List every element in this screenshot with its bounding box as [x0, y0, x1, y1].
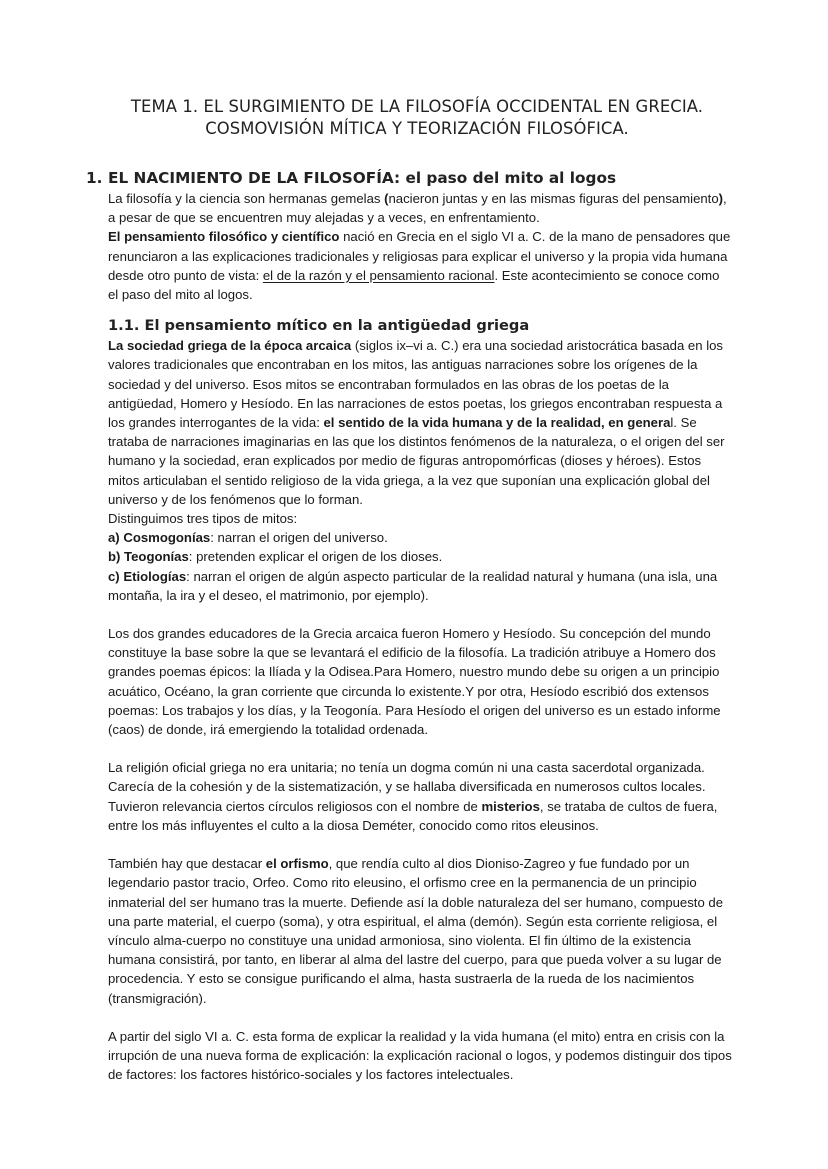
bold-run: misterios	[481, 798, 540, 814]
document-title	[102, 96, 732, 140]
myth-type-item	[108, 528, 732, 547]
paragraph-gap	[108, 835, 732, 854]
text-run: También hay que destacar	[108, 856, 266, 872]
text-run: , que rendía culto al dios Dioniso-Zagreo y fue fundado por un legendario pastor tracio, Orfeo. Como rito eleusino, el orfismo cree en la permanencia de un principio inmaterial del ser humano tras la muerte. Defiende así la doble naturaleza del ser humano, compuesto de una parte material, el cuerpo (soma), y otra espiritual, el alma (demón). Según esta corriente religiosa, el vínculo alma-cuerpo no constituye una unidad armoniosa, sino violenta. El fin último de la existencia humana consistirá, por tanto, en liberar al alma del lastre del cuerpo, para que pueda volver a su lugar de procedencia. Y esto se consigue purificando el alma, hasta sustraerla de la rueda de los nacimientos (transmigración).	[108, 856, 724, 1006]
subsection-paragraph-3	[108, 758, 732, 835]
paragraph-gap	[108, 1008, 732, 1027]
text-run: (siglos ix–vi a. C.) era una sociedad aristocrática basada en los valores tradicionales que encontraban en los mitos, las antiguas narraciones sobre los orígenes de la sociedad y del universo. Esos mitos se encontraban formulados en las obras de los poetas de la antigüedad, Homero y Hesíodo. En las narraciones de estos poetas, los griegos encontraban respuesta a los grandes interrogantes de la vida:	[108, 338, 723, 431]
myth-type-item	[108, 567, 732, 605]
bold-run: La sociedad griega de la época arcaica	[108, 338, 352, 354]
myth-type-text: : pretenden explicar el origen de los dioses.	[188, 549, 443, 565]
section-1-heading-text: EL NACIMIENTO DE LA FILOSOFÍA: el paso del mito al logos	[108, 169, 617, 187]
bold-run: )	[718, 191, 724, 206]
subsection-paragraph-5: A partir del siglo VI a. C. esta forma de explicar la realidad y la vida humana (el mito) entra en crisis con la irrupción de una nueva forma de explicación: la explicación racional o logos, y podemos distinguir dos tipos de factores: los factores histórico-sociales y los factores intelectuales.	[108, 1028, 732, 1083]
myth-type-label: a) Cosmogonías	[108, 530, 211, 546]
section-1-number: 1.	[86, 169, 103, 187]
myth-type-text: : narran el origen de algún aspecto particular de la realidad natural y humana (una isla, una montaña, la ira y el deseo, el matrimonio, por ejemplo).	[108, 568, 718, 603]
bold-run: (	[384, 191, 389, 206]
text-run: l. Se trataba de narraciones imaginarias en las que los distintos fenómenos de la naturaleza, o el origen del ser humano y la sociedad, eran explicados por medio de figuras antropomórficas (dioses y héroes). Estos mitos articulaban el sentido religioso de la vida griega, a la vez que suponían una explicación global del universo y de los fenómenos que lo forman.	[108, 415, 725, 507]
text-run: , a pesar de que se encuentren muy alejadas y a veces, en enfrentamiento.	[108, 191, 727, 226]
title-line-1: TEMA 1. EL SURGIMIENTO DE LA FILOSOFÍA OCCIDENTAL EN GRECIA.	[130, 97, 704, 116]
myth-type-text: : narran el origen del universo.	[210, 530, 388, 546]
text-run: , se trataba de cultos de fuera, entre los más influyentes el culto a la diosa Deméter, conocido como ritos eleusinos.	[108, 798, 718, 833]
text-run: . Este acontecimiento se conoce como el paso del mito al logos.	[108, 267, 720, 303]
bold-run: el orfismo	[265, 856, 329, 872]
section-1-paragraph-1	[108, 189, 732, 227]
bold-run: El pensamiento filosófico y científico	[108, 229, 340, 245]
subsection-paragraph-2: Los dos grandes educadores de la Grecia arcaica fueron Homero y Hesíodo. Su concepción del mundo constituye la base sobre la que se levantará el edificio de la filosofía. La tradición atribuye a Homero dos grandes poemas épicos: la Ilíada y la Odisea.Para Homero, nuestro mundo debe su origen a un principio acuático, Océano, la gran corriente que circunda lo existente.Y por otra, Hesíodo escribió dos extensos poemas: Los trabajos y los días, y la Teogonía. Para Hesíodo el origen del universo es un estado informe (caos) de donde, irá emergiendo la totalidad ordenada.	[108, 626, 721, 738]
myth-type-label: c) Etiologías	[108, 568, 187, 584]
bold-run: el sentido de la vida humana y de la realidad, en genera	[323, 415, 671, 431]
text-run: La religión oficial griega no era unitaria; no tenía un dogma común ni una casta sacerdotal organizada. Carecía de la cohesión y de la sistematización, y se hallaba diversificada en numerosos cultos locales. Tuvieron relevancia ciertos círculos religiosos con el nombre de	[108, 760, 706, 814]
paragraph-gap	[108, 605, 732, 624]
paragraph-gap	[108, 739, 732, 758]
text-run: La filosofía y la ciencia son hermanas gemelas	[108, 191, 385, 206]
myth-type-label: b) Teogonías	[108, 549, 189, 565]
section-1-heading	[86, 168, 732, 189]
text-run: nació en Grecia en el siglo VI a. C. de la mano de pensadores que renunciaron a las explicaciones tradicionales y religiosas para explicar el universo y la propia vida humana desde otro punto de vista:	[108, 229, 731, 283]
section-1-paragraph-2	[108, 227, 732, 304]
title-line-2: COSMOVISIÓN MÍTICA Y TEORIZACIÓN FILOSÓFICA.	[205, 119, 629, 138]
subsection-1-1-heading: 1.1. El pensamiento mítico en la antigüedad griega	[108, 317, 530, 335]
underlined-run: el de la razón y el pensamiento racional	[262, 267, 495, 283]
text-run: nacieron juntas y en las mismas figuras del pensamiento	[388, 191, 719, 206]
subsection-paragraph-4	[108, 854, 732, 1008]
myth-type-item	[108, 547, 732, 566]
subsection-paragraph-1	[108, 336, 732, 509]
myth-types-intro: Distinguimos tres tipos de mitos:	[108, 511, 298, 527]
